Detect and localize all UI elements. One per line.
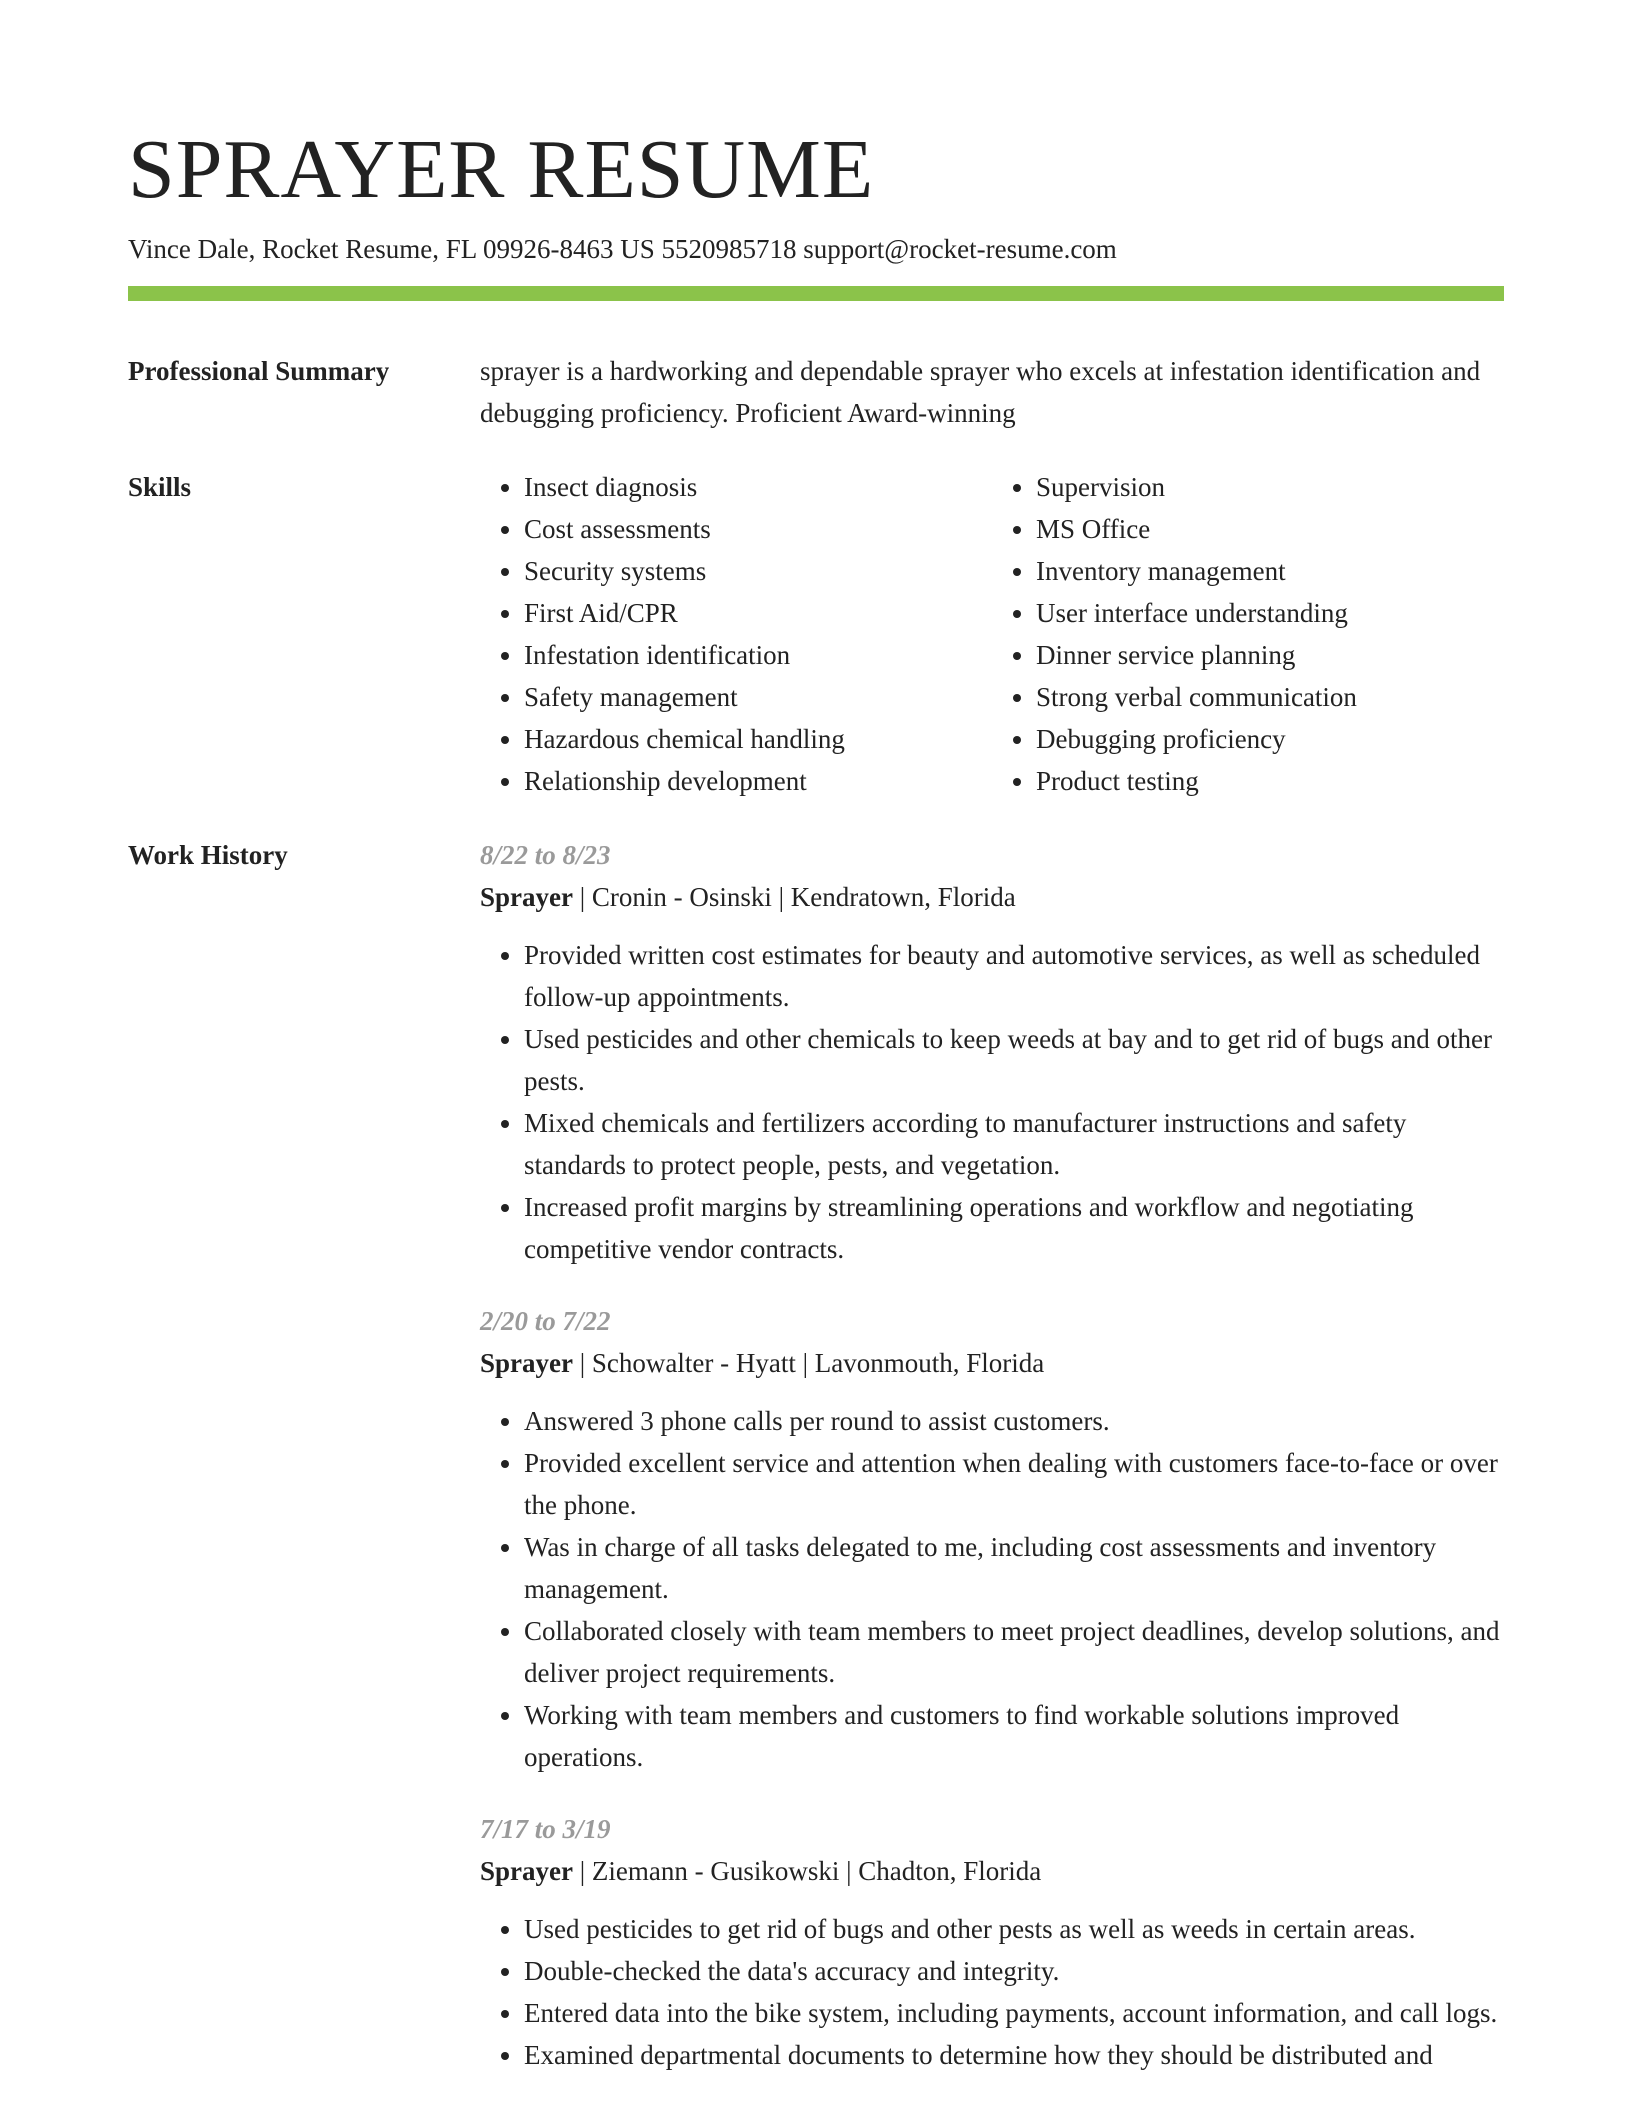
skill-item: • Dinner service planning xyxy=(1036,634,1504,676)
skills-list-right xyxy=(992,466,1504,802)
job-dates: 8/22 to 8/23 xyxy=(480,840,611,870)
job-entry xyxy=(480,834,1504,1270)
job-details: | Schowalter - Hyatt | Lavonmouth, Florida xyxy=(572,1348,1045,1378)
skill-item: • Insect diagnosis xyxy=(524,466,992,508)
summary-text: sprayer is a hardworking and dependable sprayer who excels at infestation identification and debugging proficiency. Proficient Award-winning xyxy=(480,356,1481,428)
skill-item: • Security systems xyxy=(524,550,992,592)
job-bullet: • Increased profit margins by streamlining operations and workflow and negotiating competitive vendor contracts. xyxy=(524,1186,1504,1270)
job-dates: 2/20 to 7/22 xyxy=(480,1306,611,1336)
skills-list-left xyxy=(480,466,992,802)
job-role: Sprayer xyxy=(480,1856,573,1886)
job-bullet-list xyxy=(480,1400,1504,1778)
job-bullet: • Mixed chemicals and fertilizers according to manufacturer instructions and safety standards to protect people, pests, and vegetation. xyxy=(524,1102,1504,1186)
work-history-body xyxy=(480,834,1504,2106)
job-role: Sprayer xyxy=(480,882,573,912)
job-bullet: • Provided written cost estimates for beauty and automotive services, as well as scheduled follow-up appointments. xyxy=(524,934,1504,1018)
job-entry xyxy=(480,1808,1504,2076)
job-bullet-list xyxy=(480,1908,1504,2076)
job-bullet-list xyxy=(480,934,1504,1270)
job-dates: 7/17 to 3/19 xyxy=(480,1814,611,1844)
job-entry xyxy=(480,1300,1504,1778)
summary-label: Professional Summary xyxy=(128,356,390,386)
job-bullet: • Answered 3 phone calls per round to assist customers. xyxy=(524,1400,1504,1442)
job-bullet: • Used pesticides to get rid of bugs and other pests as well as weeds in certain areas. xyxy=(524,1908,1504,1950)
skill-item: • Hazardous chemical handling xyxy=(524,718,992,760)
resume-title: SPRAYER RESUME xyxy=(128,123,875,216)
job-bullet: • Collaborated closely with team members to meet project deadlines, develop solutions, and deliver project requirements. xyxy=(524,1610,1504,1694)
job-bullet: • Double-checked the data's accuracy and integrity. xyxy=(524,1950,1504,1992)
job-bullet: • Working with team members and customers to find workable solutions improved operations. xyxy=(524,1694,1504,1778)
job-title-line xyxy=(480,876,1504,918)
skill-item: • Supervision xyxy=(1036,466,1504,508)
skill-item: • Debugging proficiency xyxy=(1036,718,1504,760)
job-title-line xyxy=(480,1850,1504,1892)
skill-item: • First Aid/CPR xyxy=(524,592,992,634)
skill-item: • Product testing xyxy=(1036,760,1504,802)
skill-item: • Strong verbal communication xyxy=(1036,676,1504,718)
skills-label: Skills xyxy=(128,472,192,502)
skill-item: • MS Office xyxy=(1036,508,1504,550)
skill-item: • Relationship development xyxy=(524,760,992,802)
job-role: Sprayer xyxy=(480,1348,573,1378)
contact-line: Vince Dale, Rocket Resume, FL 09926-8463 US 5520985718 support@rocket-resume.com xyxy=(128,234,1117,264)
skill-item: • User interface understanding xyxy=(1036,592,1504,634)
skill-item: • Infestation identification xyxy=(524,634,992,676)
skills-body xyxy=(480,466,1504,802)
job-bullet: • Used pesticides and other chemicals to keep weeds at bay and to get rid of bugs and other pests. xyxy=(524,1018,1504,1102)
job-bullet: • Examined departmental documents to determine how they should be distributed and xyxy=(524,2034,1504,2076)
work-history-label: Work History xyxy=(128,840,288,870)
job-details: | Cronin - Osinski | Kendratown, Florida xyxy=(572,882,1016,912)
skill-item: • Safety management xyxy=(524,676,992,718)
skill-item: • Cost assessments xyxy=(524,508,992,550)
job-details: | Ziemann - Gusikowski | Chadton, Florida xyxy=(572,1856,1042,1886)
job-bullet: • Was in charge of all tasks delegated to me, including cost assessments and inventory management. xyxy=(524,1526,1504,1610)
job-bullet: • Entered data into the bike system, including payments, account information, and call logs. xyxy=(524,1992,1504,2034)
header-divider xyxy=(128,286,1504,301)
job-title-line xyxy=(480,1342,1504,1384)
summary-body xyxy=(480,350,1504,434)
job-bullet: • Provided excellent service and attention when dealing with customers face-to-face or over the phone. xyxy=(524,1442,1504,1526)
skill-item: • Inventory management xyxy=(1036,550,1504,592)
